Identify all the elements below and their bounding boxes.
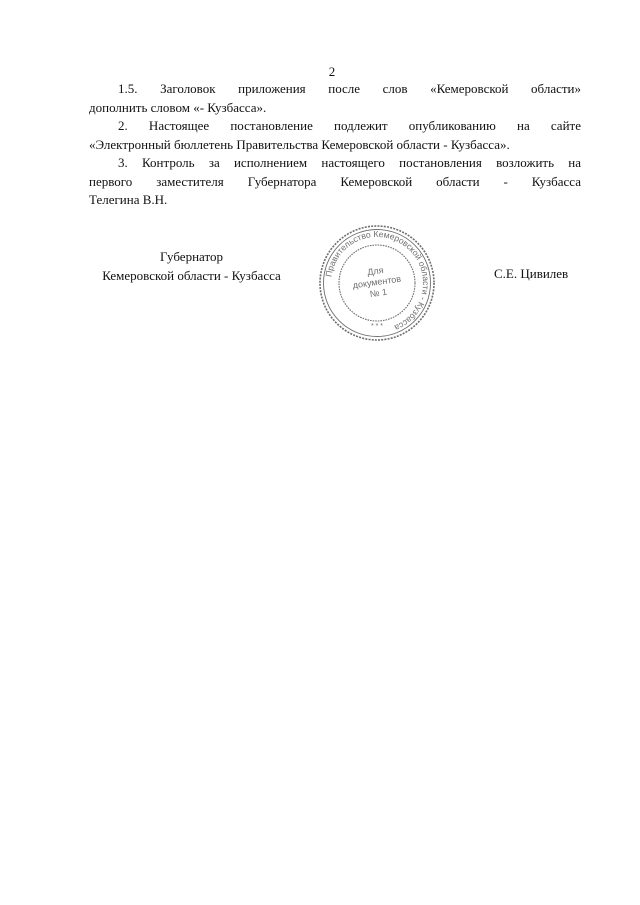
seal-center-text: документов <box>352 273 402 291</box>
seal-center-text: № 1 <box>369 286 388 300</box>
seal-stars: * * * <box>370 323 384 330</box>
signatory-name: С.Е. Цивилев <box>494 266 569 281</box>
paragraph-1-5 <box>89 80 581 117</box>
paragraph-2 <box>89 117 581 154</box>
official-seal-stamp <box>318 224 436 342</box>
paragraph-line: первого заместителя Губернатора Кемеровской области - Кузбасса <box>89 173 581 189</box>
page-number: 2 <box>328 64 336 79</box>
paragraph-3 <box>89 154 581 210</box>
signatory-title <box>89 248 294 285</box>
paragraph-line: дополнить словом «- Кузбасса». <box>89 99 267 115</box>
paragraph-line: Телегина В.Н. <box>89 192 168 207</box>
paragraph-line: 1.5. Заголовок приложения после слов «Кемеровской области» <box>118 81 581 96</box>
paragraph-line: 3. Контроль за исполнением настоящего постановления возложить на <box>118 155 581 170</box>
seal-ring-text: Правительство Кемеровской области - Кузбасса <box>323 228 432 334</box>
paragraph-line: «Электронный бюллетень Правительства Кемеровской области - Кузбасса». <box>89 136 510 152</box>
signatory-title-line: Кемеровской области - Кузбасса <box>102 267 281 283</box>
paragraph-line: 2. Настоящее постановление подлежит опубликованию на сайте <box>118 118 581 133</box>
seal-center-text: Для <box>366 265 385 278</box>
document-body <box>89 80 581 210</box>
signatory-title-line: Губернатор <box>160 249 223 264</box>
